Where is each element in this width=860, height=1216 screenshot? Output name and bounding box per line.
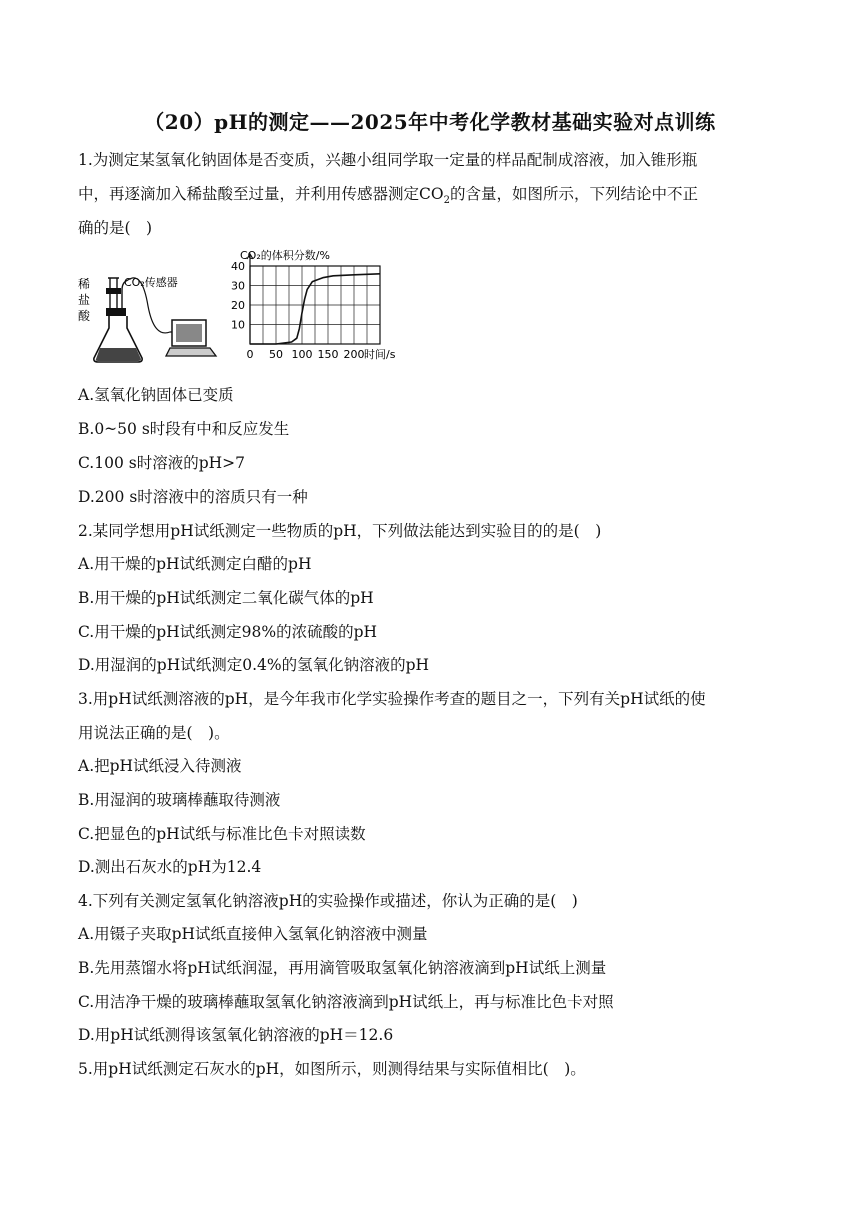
x-tick-label: 50 [269, 348, 283, 361]
q1-figure [78, 246, 418, 368]
q2-option-d: D.用湿润的pH试纸测定0.4%的氢氧化钠溶液的pH [78, 656, 430, 674]
q1-stem-line2-post: 的含量，如图所示，下列结论中不正 [449, 185, 698, 203]
q1-co2-subscript: 2 [443, 195, 450, 207]
acid-label-1: 稀 [78, 277, 91, 291]
laptop-base [166, 348, 216, 356]
x-tick-label: 150 [317, 348, 339, 361]
chart-xlabel: 时间/s [364, 348, 396, 361]
q1-stem-line1: 1.为测定某氢氧化钠固体是否变质，兴趣小组同学取一定量的样品配制成溶液，加入锥形瓶 [78, 151, 698, 169]
co2-chart [231, 248, 396, 361]
q4-option-d: D.用pH试纸测得该氢氧化钠溶液的pH＝12.6 [78, 1026, 394, 1044]
y-axis [247, 254, 253, 344]
q4-option-a: A.用镊子夹取pH试纸直接伸入氢氧化钠溶液中测量 [78, 925, 428, 943]
q2-option-b: B.用干燥的pH试纸测定二氧化碳气体的pH [78, 589, 374, 607]
q4-option-c: C.用洁净干燥的玻璃棒蘸取氢氧化钠溶液滴到pH试纸上，再与标准比色卡对照 [78, 993, 614, 1011]
q3-option-d: D.测出石灰水的pH为12.4 [78, 858, 262, 876]
q2-option-c: C.用干燥的pH试纸测定98%的浓硫酸的pH [78, 623, 378, 641]
q3-option-a: A.把pH试纸浸入待测液 [78, 757, 242, 775]
q1-option-a: A.氢氧化钠固体已变质 [78, 386, 234, 404]
x-tick-label: 200 [343, 348, 365, 361]
laptop-screen [176, 324, 202, 342]
acid-label-3: 酸 [78, 309, 91, 323]
q4-stem: 4.下列有关测定氢氧化钠溶液pH的实验操作或描述，你认为正确的是( ) [78, 892, 578, 910]
chart-grid [247, 254, 380, 344]
y-tick-label: 20 [231, 299, 245, 312]
q3-stem-line2: 用说法正确的是( )。 [78, 724, 230, 742]
q3-option-c: C.把显色的pH试纸与标准比色卡对照读数 [78, 825, 366, 843]
flask-liquid [96, 348, 141, 361]
q1-option-c: C.100 s时溶液的pH>7 [78, 454, 245, 472]
apparatus-diagram [78, 275, 216, 362]
stopper [106, 308, 126, 316]
x-tick-label: 0 [246, 348, 254, 361]
y-tick-label: 30 [231, 279, 245, 293]
q3-stem-line1: 3.用pH试纸测溶液的pH，是今年我市化学实验操作考查的题目之一，下列有关pH试纸的使 [78, 690, 706, 708]
acid-label-2: 盐 [78, 293, 91, 307]
q5-stem: 5.用pH试纸测定石灰水的pH，如图所示，则测得结果与实际值相比( )。 [78, 1060, 586, 1078]
x-tick-label: 100 [291, 348, 313, 361]
q1-stem-line2 [78, 182, 698, 206]
funnel-stopcock [106, 288, 121, 294]
q1-option-d: D.200 s时溶液中的溶质只有一种 [78, 488, 308, 506]
q2-option-a: A.用干燥的pH试纸测定白醋的pH [78, 555, 312, 573]
y-tick-label: 40 [231, 260, 245, 273]
q1-stem-line2-pre: 中，再逐滴加入稀盐酸至过量，并利用传感器测定CO [78, 185, 444, 203]
sensor-label: CO₂传感器 [124, 276, 178, 289]
page-title: （20）pH的测定——2025年中考化学教材基础实验对点训练 [144, 110, 716, 134]
chart-ylabel: CO₂的体积分数/% [240, 249, 330, 262]
q4-option-b: B.先用蒸馏水将pH试纸润湿，再用滴管吸取氢氧化钠溶液滴到pH试纸上测量 [78, 959, 607, 977]
q3-option-b: B.用湿润的玻璃棒蘸取待测液 [78, 791, 281, 809]
y-tick-label: 10 [231, 318, 245, 332]
q2-stem: 2.某同学想用pH试纸测定一些物质的pH，下列做法能达到实验目的的是( ) [78, 522, 602, 540]
q1-stem-line3: 确的是( ) [78, 219, 153, 237]
q1-option-b: B.0~50 s时段有中和反应发生 [78, 420, 290, 438]
